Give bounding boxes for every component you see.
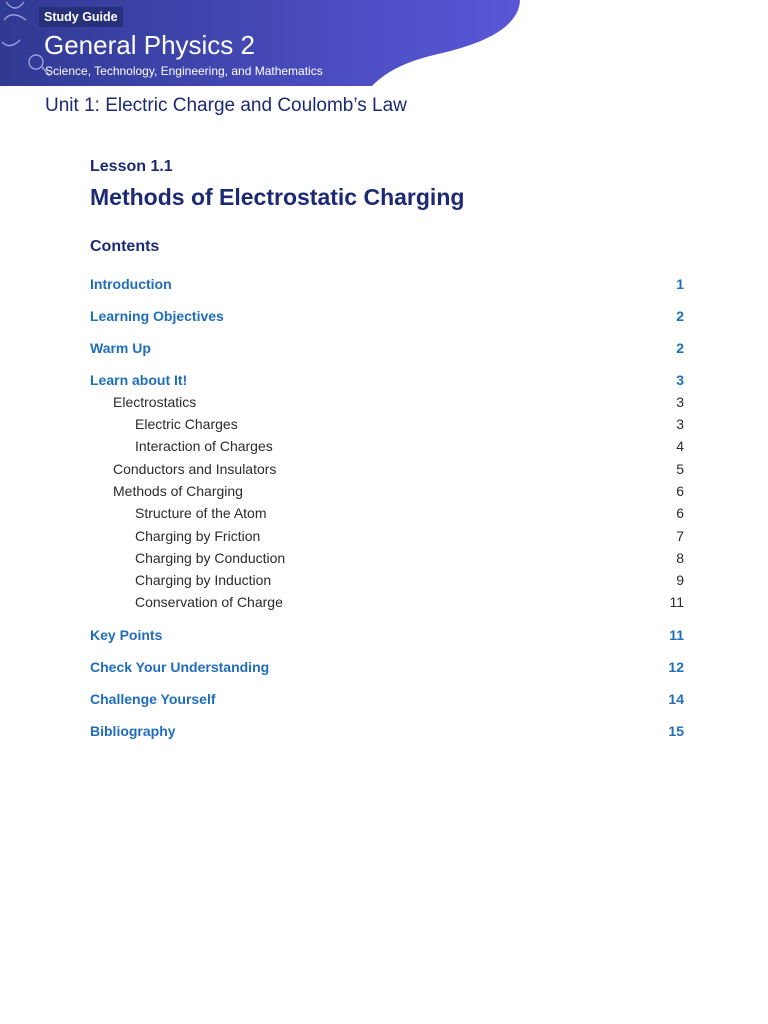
toc-item-charging-by-induction[interactable] bbox=[90, 570, 684, 590]
toc-item-conservation-of-charge[interactable] bbox=[90, 592, 684, 612]
toc-item-label: Methods of Charging bbox=[113, 483, 243, 499]
contents-heading: Contents bbox=[90, 238, 160, 255]
toc-item-conductors-and-insulators[interactable] bbox=[90, 459, 684, 479]
toc-item-label: Introduction bbox=[90, 276, 172, 292]
toc-item-label: Learn about It! bbox=[90, 372, 188, 388]
toc-item-electrostatics[interactable] bbox=[90, 392, 684, 412]
toc-item-label: Conductors and Insulators bbox=[113, 461, 277, 477]
toc-item-page: 6 bbox=[676, 483, 684, 499]
toc-item-check-your-understanding[interactable] bbox=[90, 657, 684, 677]
toc-item-electric-charges[interactable] bbox=[90, 414, 684, 434]
toc-item-page: 2 bbox=[676, 308, 684, 324]
toc-item-page: 14 bbox=[668, 691, 684, 707]
toc-item-page: 2 bbox=[676, 340, 684, 356]
toc-item-charging-by-friction[interactable] bbox=[90, 526, 684, 546]
toc-item-warm-up[interactable] bbox=[90, 338, 684, 358]
toc-item-challenge-yourself[interactable] bbox=[90, 689, 684, 709]
toc-item-page: 11 bbox=[669, 594, 684, 610]
toc-item-page: 15 bbox=[668, 723, 684, 739]
toc-item-methods-of-charging[interactable] bbox=[90, 481, 684, 501]
toc-item-label: Warm Up bbox=[90, 340, 151, 356]
toc-item-key-points[interactable] bbox=[90, 625, 684, 645]
unit-title: Unit 1: Electric Charge and Coulomb’s Law bbox=[45, 95, 407, 116]
course-title: General Physics 2 bbox=[44, 30, 255, 60]
toc-item-label: Charging by Induction bbox=[135, 572, 272, 588]
toc-item-page: 3 bbox=[676, 372, 684, 388]
toc-item-page: 6 bbox=[676, 505, 684, 521]
lesson-label: Lesson 1.1 bbox=[90, 158, 173, 175]
toc-item-page: 4 bbox=[676, 438, 684, 454]
toc-item-page: 8 bbox=[676, 550, 684, 566]
toc-item-learn-about-it[interactable] bbox=[90, 370, 684, 390]
toc-item-label: Challenge Yourself bbox=[90, 691, 216, 707]
table-of-contents bbox=[90, 0, 684, 1024]
toc-item-learning-objectives[interactable] bbox=[90, 306, 684, 326]
toc-item-page: 3 bbox=[676, 416, 684, 432]
toc-item-label: Electrostatics bbox=[113, 394, 197, 410]
toc-item-label: Charging by Conduction bbox=[135, 550, 286, 566]
toc-item-structure-of-the-atom[interactable] bbox=[90, 503, 684, 523]
toc-item-page: 11 bbox=[669, 627, 684, 643]
toc-item-label: Learning Objectives bbox=[90, 308, 224, 324]
toc-item-bibliography[interactable] bbox=[90, 721, 684, 741]
toc-item-label: Interaction of Charges bbox=[135, 438, 273, 454]
lesson-title: Methods of Electrostatic Charging bbox=[90, 184, 465, 210]
toc-item-label: Structure of the Atom bbox=[135, 505, 267, 521]
toc-item-label: Bibliography bbox=[90, 723, 176, 739]
toc-item-page: 9 bbox=[676, 572, 684, 588]
study-guide-badge: Study Guide bbox=[39, 7, 123, 27]
course-subtitle: Science, Technology, Engineering, and Mathematics bbox=[45, 64, 323, 78]
toc-item-charging-by-conduction[interactable] bbox=[90, 548, 684, 568]
toc-item-label: Key Points bbox=[90, 627, 163, 643]
toc-item-page: 5 bbox=[676, 461, 684, 477]
toc-item-label: Charging by Friction bbox=[135, 528, 261, 544]
toc-item-label: Electric Charges bbox=[135, 416, 238, 432]
toc-item-interaction-of-charges[interactable] bbox=[90, 436, 684, 456]
toc-item-introduction[interactable] bbox=[90, 274, 684, 294]
toc-item-page: 7 bbox=[676, 528, 684, 544]
toc-item-label: Conservation of Charge bbox=[135, 594, 283, 610]
toc-item-page: 3 bbox=[676, 394, 684, 410]
toc-item-page: 12 bbox=[668, 659, 684, 675]
toc-item-page: 1 bbox=[676, 276, 684, 292]
toc-item-label: Check Your Understanding bbox=[90, 659, 270, 675]
